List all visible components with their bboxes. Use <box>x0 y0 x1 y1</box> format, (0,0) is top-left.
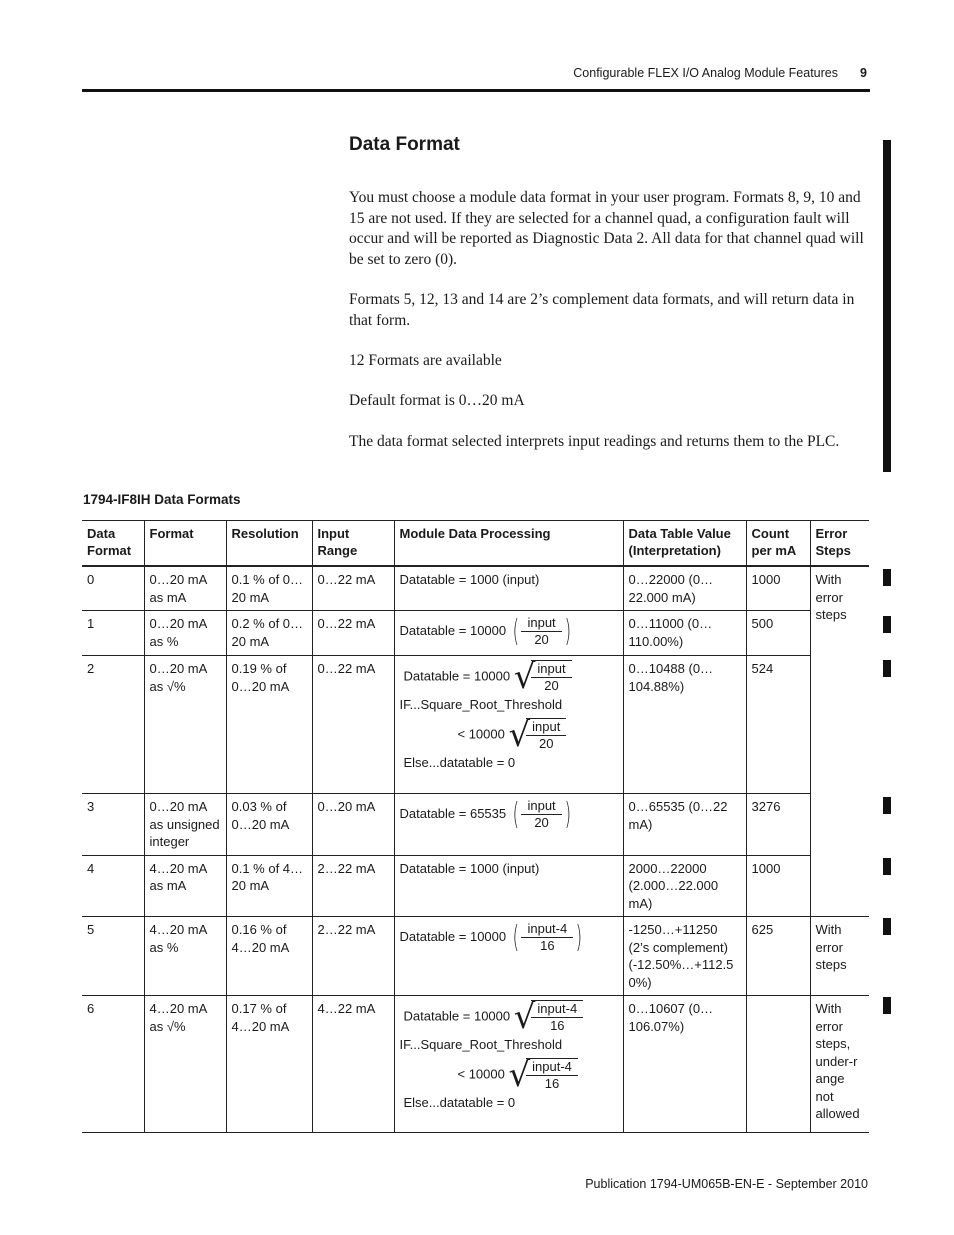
formula-else: Else...datatable = 0 <box>403 754 516 770</box>
cell-data-table-value: 0…65535 (0…22 mA) <box>623 794 746 856</box>
running-header-title: Configurable FLEX I/O Analog Module Features <box>573 66 838 80</box>
cell-processing: Datatable = 1000 (input) <box>394 566 623 611</box>
sqrt-icon: √ <box>508 714 531 755</box>
cell-resolution: 0.16 % of 4…20 mA <box>226 917 312 996</box>
paragraph: 12 Formats are available <box>349 352 502 369</box>
cell-data-table-value: 0…11000 (0…110.00%) <box>623 611 746 656</box>
table-row <box>82 996 869 1133</box>
cell-count <box>746 996 810 1133</box>
formula-prefix: Datatable = 10000 <box>399 928 507 944</box>
col-header-resolution: Resolution <box>226 521 312 567</box>
cell-input-range: 0…22 mA <box>312 611 394 656</box>
cell-input-range: 4…22 mA <box>312 996 394 1133</box>
fraction-numerator: input <box>526 719 566 736</box>
change-bar <box>883 858 891 875</box>
paragraph: The data format selected interprets input readings and returns them to the PLC. <box>349 433 840 450</box>
cell-count: 625 <box>746 917 810 996</box>
paren-open: ( <box>512 796 519 832</box>
cell-resolution: 0.1 % of 4…20 mA <box>226 855 312 917</box>
cell-count: 524 <box>746 656 810 794</box>
cell-resolution: 0.2 % of 0…20 mA <box>226 611 312 656</box>
fraction-denominator: 20 <box>544 678 559 693</box>
paren-close: ) <box>564 613 571 649</box>
header-rule <box>82 89 870 92</box>
paragraph: Default format is 0…20 mA <box>349 392 525 409</box>
publication-footer: Publication 1794-UM065B-EN-E - September 2010 <box>585 1177 868 1191</box>
cell-input-range: 0…20 mA <box>312 794 394 856</box>
cell-processing <box>394 996 623 1133</box>
cell-data-format: 1 <box>82 611 144 656</box>
fraction-denominator: 16 <box>550 1018 565 1033</box>
cell-count: 500 <box>746 611 810 656</box>
cell-format: 0…20 mA as √% <box>144 656 226 794</box>
cell-data-format: 0 <box>82 566 144 611</box>
fraction <box>531 1001 583 1034</box>
fraction-numerator: input <box>521 798 561 815</box>
paren-open: ( <box>512 613 519 649</box>
formula-threshold: < 10000 <box>457 725 505 741</box>
cell-data-format: 6 <box>82 996 144 1133</box>
table-title: 1794-IF8IH Data Formats <box>83 492 241 507</box>
col-header-data-table-value: Data Table Value (Interpretation) <box>623 521 746 567</box>
table-row <box>82 794 869 856</box>
col-header-input-range: Input Range <box>312 521 394 567</box>
cell-format: 4…20 mA as mA <box>144 855 226 917</box>
fraction <box>531 661 571 694</box>
cell-data-format: 5 <box>82 917 144 996</box>
cell-processing <box>394 794 623 856</box>
formula-condition: IF...Square_Root_Threshold <box>399 697 563 712</box>
paren-close: ) <box>575 919 583 955</box>
fraction-denominator: 16 <box>540 938 555 953</box>
cell-error-steps: With error steps <box>810 917 869 996</box>
fraction-denominator: 16 <box>544 1075 560 1091</box>
cell-processing: Datatable = 1000 (input) <box>394 855 623 917</box>
fraction <box>526 719 566 752</box>
fraction-denominator: 20 <box>534 632 549 647</box>
change-bar <box>883 616 891 633</box>
cell-input-range: 0…22 mA <box>312 566 394 611</box>
col-header-error-steps: Error Steps <box>810 521 869 567</box>
section-title: Data Format <box>349 134 460 155</box>
cell-data-format: 2 <box>82 656 144 794</box>
cell-format: 4…20 mA as √% <box>144 996 226 1133</box>
data-formats-table <box>82 520 869 1133</box>
cell-format: 0…20 mA as mA <box>144 566 226 611</box>
fraction-numerator: input <box>531 661 571 678</box>
table-row <box>82 611 869 656</box>
change-bar <box>883 797 891 814</box>
fraction <box>521 798 561 831</box>
change-bar <box>883 660 891 677</box>
cell-data-format: 3 <box>82 794 144 856</box>
cell-data-table-value: 0…10607 (0…106.07%) <box>623 996 746 1133</box>
page-number: 9 <box>860 66 867 80</box>
change-bar <box>883 569 891 586</box>
col-header-count-per-ma: Count per mA <box>746 521 810 567</box>
change-bar <box>883 918 891 935</box>
cell-processing <box>394 656 623 794</box>
cell-data-table-value: 2000…22000 (2.000…22.000 mA) <box>623 855 746 917</box>
col-header-data-format: Data Format <box>82 521 144 567</box>
formula-prefix: Datatable = 10000 <box>403 668 511 684</box>
change-bar <box>883 997 891 1014</box>
paragraph: Formats 5, 12, 13 and 14 are 2’s complement data formats, and will return data in that form. <box>349 291 855 329</box>
sqrt-icon: √ <box>513 657 536 697</box>
cell-format: 0…20 mA as % <box>144 611 226 656</box>
cell-input-range: 2…22 mA <box>312 917 394 996</box>
formula-else: Else...datatable = 0 <box>403 1094 516 1110</box>
cell-input-range: 2…22 mA <box>312 855 394 917</box>
cell-count: 3276 <box>746 794 810 856</box>
fraction-numerator: input-4 <box>526 1059 578 1076</box>
cell-count: 1000 <box>746 566 810 611</box>
formula-prefix: Datatable = 10000 <box>399 622 507 638</box>
cell-resolution: 0.03 % of 0…20 mA <box>226 794 312 856</box>
cell-resolution: 0.19 % of 0…20 mA <box>226 656 312 794</box>
cell-error-steps: With error steps <box>810 566 869 917</box>
cell-resolution: 0.17 % of 4…20 mA <box>226 996 312 1133</box>
sqrt-icon: √ <box>508 1054 531 1095</box>
cell-data-format: 4 <box>82 855 144 917</box>
cell-format: 4…20 mA as % <box>144 917 226 996</box>
paragraph: You must choose a module data format in your user program. Formats 8, 9, 10 and 15 are not used. If they are selected for a channel quad, a configuration fault will occur and will be reported as Diagnostic Data 2. All data for that channel quad will be set to zero (0). <box>349 189 864 268</box>
cell-processing <box>394 611 623 656</box>
cell-format: 0…20 mA as unsigned integer <box>144 794 226 856</box>
formula-prefix: Datatable = 65535 <box>399 805 507 821</box>
table-row <box>82 656 869 794</box>
fraction <box>521 921 573 954</box>
paren-open: ( <box>512 919 519 955</box>
formula-condition: IF...Square_Root_Threshold <box>399 1037 563 1052</box>
sqrt-icon: √ <box>513 997 536 1037</box>
cell-data-table-value: 0…10488 (0…104.88%) <box>623 656 746 794</box>
table-row <box>82 917 869 996</box>
table-row <box>82 855 869 917</box>
fraction-numerator: input-4 <box>531 1001 583 1018</box>
col-header-processing: Module Data Processing <box>394 521 623 567</box>
cell-count: 1000 <box>746 855 810 917</box>
table-header-row <box>82 521 869 567</box>
fraction-denominator: 20 <box>534 815 549 830</box>
fraction-numerator: input <box>521 615 561 632</box>
formula-prefix: Datatable = 10000 <box>403 1008 511 1024</box>
cell-data-table-value: -1250…+11250 (2’s complement) (-12.50%…+112.5 0%) <box>623 917 746 996</box>
table-row <box>82 566 869 611</box>
fraction-numerator: input-4 <box>521 921 573 938</box>
col-header-format: Format <box>144 521 226 567</box>
formula-threshold: < 10000 <box>457 1065 505 1081</box>
cell-error-steps: With error steps, under-r ange not allowed <box>810 996 869 1133</box>
fraction <box>521 615 561 648</box>
change-bar <box>883 140 891 472</box>
cell-input-range: 0…22 mA <box>312 656 394 794</box>
cell-data-table-value: 0…22000 (0…22.000 mA) <box>623 566 746 611</box>
cell-resolution: 0.1 % of 0…20 mA <box>226 566 312 611</box>
fraction <box>526 1059 578 1092</box>
cell-processing <box>394 917 623 996</box>
paren-close: ) <box>564 796 571 832</box>
fraction-denominator: 20 <box>539 735 554 751</box>
